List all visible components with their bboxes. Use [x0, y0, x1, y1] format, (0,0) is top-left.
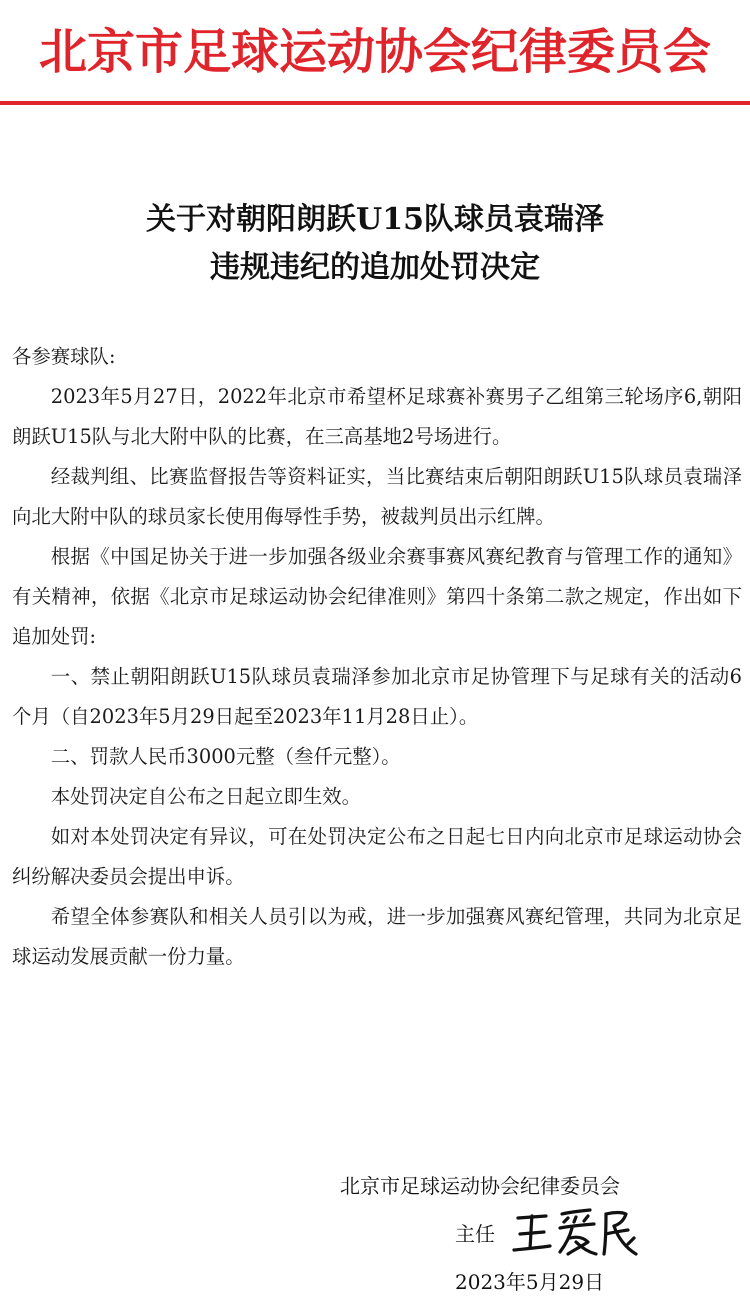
decision-date: 2023年5月29日: [455, 1270, 605, 1294]
paragraph-penalty-fine: 二、罚款人民币3000元整（叁仟元整）。: [50, 745, 401, 768]
paragraph-basis: 根据《中国足协关于进一步加强各级业余赛事赛风赛纪教育与管理工作的通知》有关精神，依据《北京市足球运动协会纪律准则》第四十条第二款之规定，作出如下追加处罚:: [12, 545, 742, 648]
handwritten-signature: [510, 1204, 640, 1260]
document-body: [12, 337, 742, 977]
signature-block: [0, 1166, 750, 1314]
salutation: 各参赛球队:: [12, 345, 116, 368]
letterhead-red-rule: [0, 101, 750, 105]
paragraph-appeal: 如对本处罚决定有异议，可在处罚决定公布之日起七日内向北京市足球运动协会纠纷解决委员会提出申诉。: [12, 825, 742, 888]
document-title: [0, 196, 750, 292]
letterhead: [0, 0, 750, 112]
paragraph-closing: 希望全体参赛队和相关人员引以为戒，进一步加强赛风赛纪管理，共同为北京足球运动发展贡献一份力量。: [12, 905, 742, 968]
paragraph-effective: 本处罚决定自公布之日起立即生效。: [50, 785, 362, 808]
paragraph-penalty-ban: 一、禁止朝阳朗跃U15队球员袁瑞泽参加北京市足协管理下与足球有关的活动6个月（自2023年5月29日起至2023年11月28日止）。: [12, 665, 742, 728]
document-title-line-2: 违规违纪的追加处罚决定: [210, 250, 540, 285]
paragraph-incident: 经裁判组、比赛监督报告等资料证实，当比赛结束后朝阳朗跃U15队球员袁瑞泽向北大附中队的球员家长使用侮辱性手势，被裁判员出示红牌。: [12, 465, 742, 528]
signing-organization: 北京市足球运动协会纪律委员会: [340, 1174, 620, 1198]
director-label: 主任: [455, 1222, 495, 1246]
letterhead-title: 北京市足球运动协会纪律委员会: [38, 24, 711, 80]
paragraph-match-info: 2023年5月27日，2022年北京市希望杯足球赛补赛男子乙组第三轮场序6,朝阳朗跃U15队与北大附中队的比赛，在三高基地2号场进行。: [12, 385, 742, 448]
document-title-line-1: 关于对朝阳朗跃U15队球员袁瑞泽: [146, 202, 604, 237]
